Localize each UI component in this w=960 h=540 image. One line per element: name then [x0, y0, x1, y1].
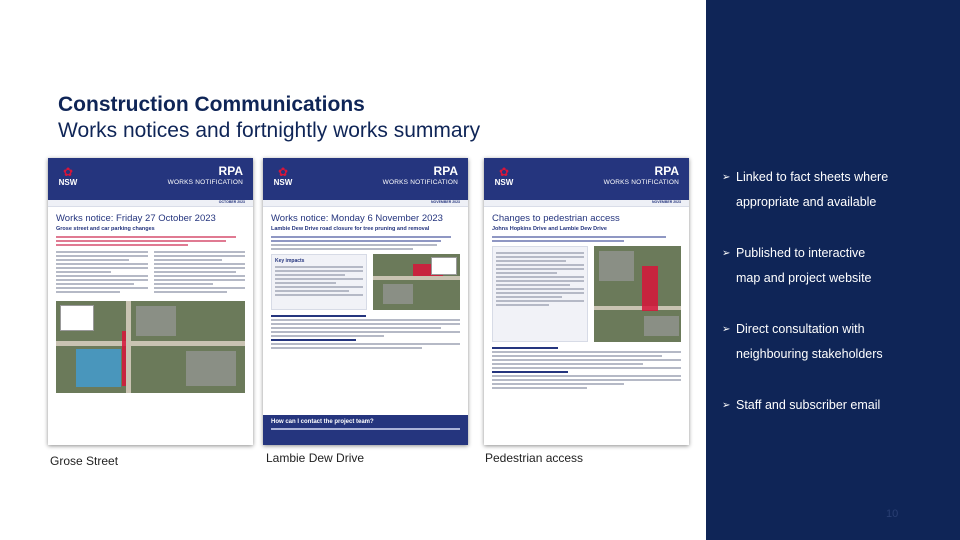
aerial-map-image [373, 254, 461, 310]
caption-grose-street: Grose Street [50, 454, 119, 468]
waratah-icon: ✿ [62, 165, 74, 179]
notice-date-strip: OCTOBER 2023 [48, 200, 253, 207]
arrow-bullet-icon: ➢ [722, 172, 731, 183]
rpa-brand: RPA WORKS NOTIFICATION [603, 164, 679, 186]
notice-header [484, 158, 689, 200]
bullet-item: ➢ Staff and subscriber email [722, 393, 947, 418]
arrow-bullet-icon: ➢ [722, 248, 731, 259]
notice-body [48, 207, 253, 399]
contact-footer: How can I contact the project team? [263, 415, 468, 445]
rpa-brand: RPA WORKS NOTIFICATION [167, 164, 243, 186]
waratah-icon: ✿ [498, 165, 510, 179]
bullet-item: ➢ Direct consultation with neighbouring stakeholders [722, 317, 947, 367]
arrow-bullet-icon: ➢ [722, 324, 731, 335]
slide-heading [58, 92, 698, 144]
caption-pedestrian-access: Pedestrian access [485, 451, 584, 465]
notice-title: Changes to pedestrian access [492, 213, 620, 224]
aerial-map-image [56, 301, 245, 393]
bullet-list [722, 165, 947, 444]
rpa-brand: RPA WORKS NOTIFICATION [382, 164, 458, 186]
nsw-logo: ✿ NSW [58, 165, 78, 187]
notice-thumbnail-lambie-dew-drive[interactable] [263, 158, 468, 445]
notice-subtitle: Johns Hopkins Drive and Lambie Dew Drive [492, 226, 607, 232]
slide-subtitle: Works notices and fortnightly works summary [58, 119, 481, 142]
caption-lambie-dew-drive: Lambie Dew Drive [266, 451, 365, 465]
waratah-icon: ✿ [277, 165, 289, 179]
notice-title: Works notice: Friday 27 October 2023 [56, 213, 216, 224]
notice-header [48, 158, 253, 200]
notice-body [263, 207, 468, 357]
bullet-item: ➢ Published to interactive map and project website [722, 241, 947, 291]
key-impacts-box: Key impacts [271, 254, 367, 310]
notice-thumbnail-grose-street[interactable] [48, 158, 253, 445]
map-legend [431, 257, 457, 275]
nsw-logo: ✿ NSW [273, 165, 293, 187]
notice-date-strip: NOVEMBER 2023 [484, 200, 689, 207]
aerial-map-image [594, 246, 682, 342]
notice-title: Works notice: Monday 6 November 2023 [271, 213, 443, 224]
notice-date-strip: NOVEMBER 2023 [263, 200, 468, 207]
notice-thumbnail-pedestrian-access[interactable] [484, 158, 689, 445]
nsw-logo: ✿ NSW [494, 165, 514, 187]
arrow-bullet-icon: ➢ [722, 400, 731, 411]
notice-subtitle: Grose street and car parking changes [56, 226, 155, 232]
notice-subtitle: Lambie Dew Drive road closure for tree pruning and removal [271, 226, 430, 232]
bullet-item: ➢ Linked to fact sheets where appropriate and available [722, 165, 947, 215]
info-box [492, 246, 588, 342]
slide-title: Construction Communications [58, 93, 365, 116]
page-number: 10 [886, 508, 899, 520]
notice-body [484, 207, 689, 397]
map-legend [60, 305, 94, 331]
notice-header [263, 158, 468, 200]
